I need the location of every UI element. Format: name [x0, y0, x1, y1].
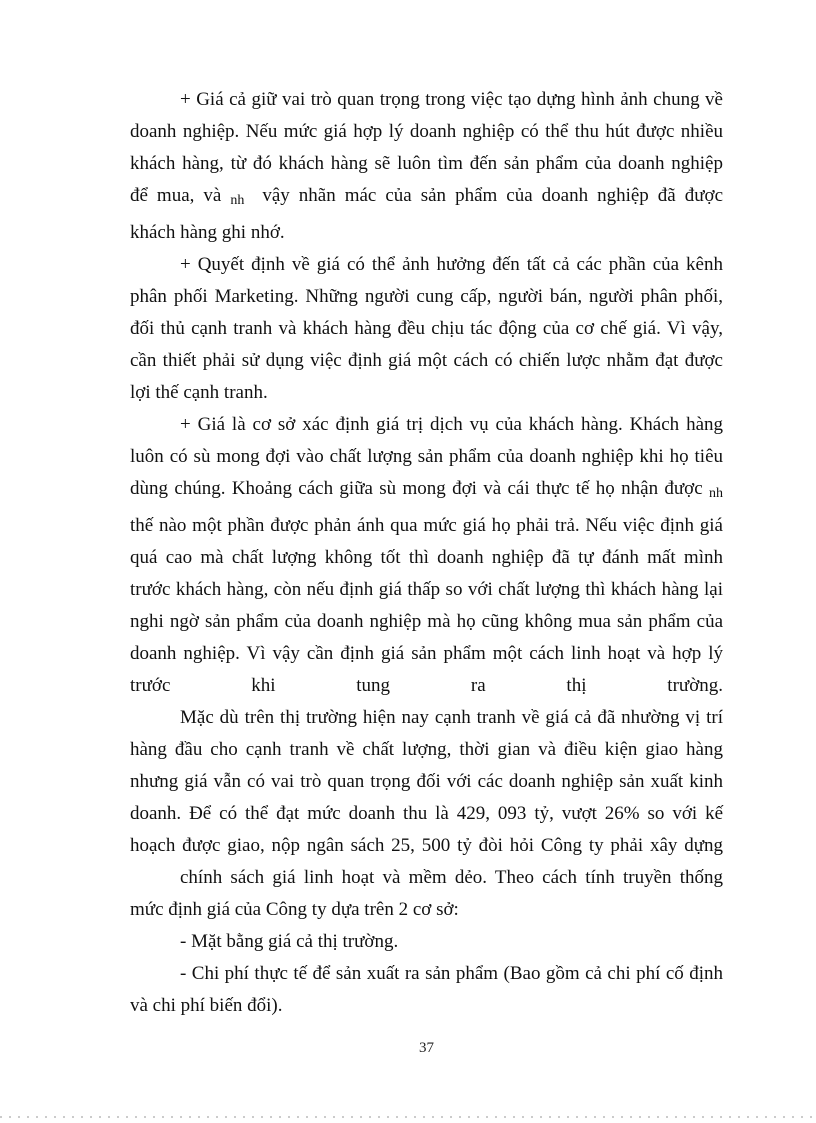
- text-line: nhưng giá vẫn có vai trò quan trọng đối với các doanh nghiệp sản xuất kinh: [130, 771, 723, 792]
- text-line: doanh nghiệp. Vì vậy cần định giá sản phẩm một cách linh hoạt và hợp lý: [130, 643, 723, 664]
- text-line: [130, 473, 723, 510]
- text-line: và chi phí biến đổi).: [130, 995, 283, 1016]
- page-number: 37: [419, 1040, 434, 1056]
- paragraph: [130, 702, 723, 862]
- text-line: Mặc dù trên thị trường hiện nay cạnh tranh về giá cả đã nhường vị trí: [180, 707, 723, 728]
- text-line: trước khách hàng, còn nếu định giá thấp so với chất lượng thì khách hàng lại: [130, 579, 723, 600]
- text-line: khách hàng ghi nhớ.: [130, 222, 285, 243]
- text-line: lợi thế cạnh tranh.: [130, 382, 268, 403]
- text-line: chính sách giá linh hoạt và mềm dẻo. Theo cách tính truyền thống: [180, 867, 723, 888]
- paragraph: [130, 862, 723, 926]
- paragraph: [130, 249, 723, 409]
- text-line: + Quyết định về giá có thể ảnh hưởng đến tất cả các phần của kênh: [180, 254, 723, 275]
- text-line: doanh. Để có thể đạt mức doanh thu là 429, 093 tỷ, vượt 26% so với kế: [130, 803, 723, 824]
- text-line: [130, 180, 723, 217]
- text-line: luôn có sù mong đợi vào chất lượng sản phẩm của doanh nghiệp khi họ tiêu: [130, 446, 723, 467]
- text-line: + Giá là cơ sở xác định giá trị dịch vụ của khách hàng. Khách hàng: [180, 414, 723, 435]
- text-line: doanh nghiệp. Nếu mức giá hợp lý doanh nghiệp có thể thu hút được nhiều: [130, 121, 723, 142]
- text-segment: vậy nhãn mác của sản phẩm của doanh nghiệp đã được: [244, 185, 724, 206]
- paragraph: [130, 958, 723, 1022]
- text-line: - Chi phí thực tế để sản xuất ra sản phẩm (Bao gồm cả chi phí cố định: [180, 963, 723, 984]
- text-line: nghi ngờ sản phẩm của doanh nghiệp mà họ cũng không mua sản phẩm của: [130, 611, 723, 632]
- text-segment: dùng chúng. Khoảng cách giữa sù mong đợi và cái thực tế họ nhận được: [130, 478, 709, 499]
- text-line: cần thiết phải sử dụng việc định giá một cách có chiến lược nhằm đạt được: [130, 350, 723, 371]
- text-line: - Mặt bằng giá cả thị trường.: [180, 931, 399, 952]
- paragraph: [130, 409, 723, 702]
- text-line: đối thủ cạnh tranh và khách hàng đều chịu tác động của cơ chế giá. Vì vậy,: [130, 318, 723, 339]
- subscript-text: nh: [230, 193, 245, 208]
- text-line: quá cao mà chất lượng không tốt thì doanh nghiệp đã tự đánh mất mình: [130, 547, 723, 568]
- text-line: mức định giá của Công ty dựa trên 2 cơ sở:: [130, 899, 459, 920]
- text-line: hoạch được giao, nộp ngân sách 25, 500 tỷ đòi hỏi Công ty phải xây dựng: [130, 835, 723, 856]
- text-line: phân phối Marketing. Những người cung cấp, người bán, người phân phối,: [130, 286, 723, 307]
- page-break-divider: [0, 1116, 816, 1118]
- text-line: + Giá cả giữ vai trò quan trọng trong việc tạo dựng hình ảnh chung về: [180, 89, 723, 110]
- paragraph: [130, 84, 723, 249]
- text-segment: để mua, và: [130, 185, 231, 206]
- text-line: khách hàng, từ đó khách hàng sẽ luôn tìm đến sản phẩm của doanh nghiệp: [130, 153, 723, 174]
- text-line: hàng đầu cho cạnh tranh về chất lượng, thời gian và điều kiện giao hàng: [130, 739, 723, 760]
- text-line: thế nào một phần được phản ánh qua mức giá họ phải trả. Nếu việc định giá: [130, 515, 723, 536]
- text-line: trước khi tung ra thị trường.: [130, 675, 723, 696]
- paragraph: [130, 926, 723, 958]
- subscript-text: nh: [709, 486, 723, 501]
- document-text-block: [130, 84, 723, 1022]
